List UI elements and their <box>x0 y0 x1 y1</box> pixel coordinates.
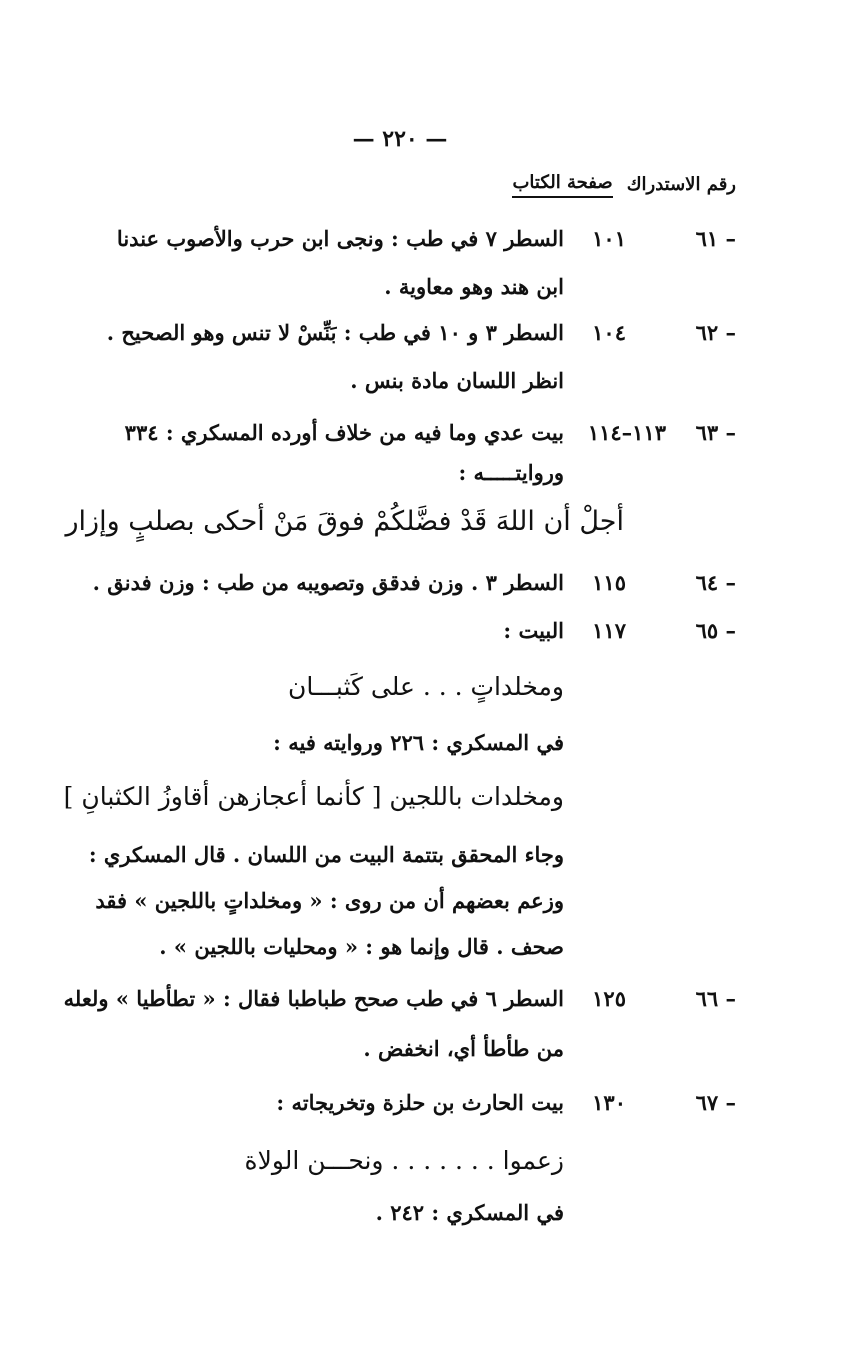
entry-65-line-4: صحف . قال وإنما هو : « ومحليات باللجين » . <box>159 934 564 959</box>
entry-67-verse: زعموا . . . . . . . ونحـــن الولاة <box>244 1146 564 1175</box>
entry-61-line-1: السطر ٧ في طب : ونجى ابن حرب والأصوب عندنا <box>116 226 564 251</box>
entry-61-line-2: ابن هند وهو معاوية . <box>384 274 564 299</box>
ref-column-header: رقم الاستدراك <box>626 174 736 195</box>
page-number: — ٢٢٠ — <box>352 126 448 152</box>
entry-67-number: ٦٧ – <box>695 1090 736 1115</box>
entry-62-number: ٦٢ – <box>695 320 736 345</box>
entry-65-after-verse: في المسكري : ٢٢٦ وروايته فيه : <box>273 730 564 755</box>
entry-65-number: ٦٥ – <box>695 618 736 643</box>
column-headers <box>512 172 736 198</box>
entry-65-line-3: وزعم بعضهم أن من روى : « ومخلداتٍ باللجين » فقد <box>95 888 564 913</box>
entry-65-line-2: وجاء المحقق بتتمة البيت من اللسان . قال المسكري : <box>88 842 564 867</box>
entry-67-after-verse: في المسكري : ٢٤٢ . <box>375 1200 564 1225</box>
entry-64-line-1: السطر ٣ . وزن فدقق وتصويبه من طب : وزن فدنق . <box>92 570 564 595</box>
entry-63-line-1: بيت عدي وما فيه من خلاف أورده المسكري : ٣٣٤ <box>124 420 564 445</box>
entry-61-number: ٦١ – <box>695 226 736 251</box>
entry-63-page: ١١٣–١١٤ <box>587 420 666 445</box>
entry-66-line-2: من طأطأ أي، انخفض . <box>363 1036 564 1061</box>
entry-65-line-1: البيت : <box>503 618 564 643</box>
entry-65-verse-2: ومخلدات باللجين [ كأنما أعجازهن أقاوزُ الكثبانِ ] <box>63 782 564 811</box>
entry-65-verse: ومخلداتٍ . . . على كَثبـــان <box>287 672 564 701</box>
entry-63-verse: أجلْ أن اللهَ قَدْ فضَّلكُمْ فوقَ مَنْ أحكى بصلبٍ وإزار <box>65 506 624 537</box>
entry-62-line-1: السطر ٣ و ١٠ في طب : بَنِّسْ لا تنس وهو الصحيح . <box>106 320 564 345</box>
entry-62-line-2: انظر اللسان مادة بنس . <box>350 368 564 393</box>
entry-64-number: ٦٤ – <box>695 570 736 595</box>
entry-66-line-1: السطر ٦ في طب صحح طباطبا فقال : « تطأطيا » ولعله <box>63 986 564 1011</box>
entry-67-line-1: بيت الحارث بن حلزة وتخريجاته : <box>276 1090 564 1115</box>
entry-66-page: ١٢٥ <box>592 986 626 1011</box>
entry-63-number: ٦٣ – <box>695 420 736 445</box>
entry-65-page: ١١٧ <box>592 618 626 643</box>
entry-66-number: ٦٦ – <box>695 986 736 1011</box>
entry-64-page: ١١٥ <box>592 570 626 595</box>
entry-61-page: ١٠١ <box>592 226 626 251</box>
entry-63-line-2: وروايتـــــه : <box>458 460 564 485</box>
page-column-header: صفحة الكتاب <box>512 172 612 198</box>
entry-67-page: ١٣٠ <box>592 1090 626 1115</box>
entry-62-page: ١٠٤ <box>592 320 626 345</box>
